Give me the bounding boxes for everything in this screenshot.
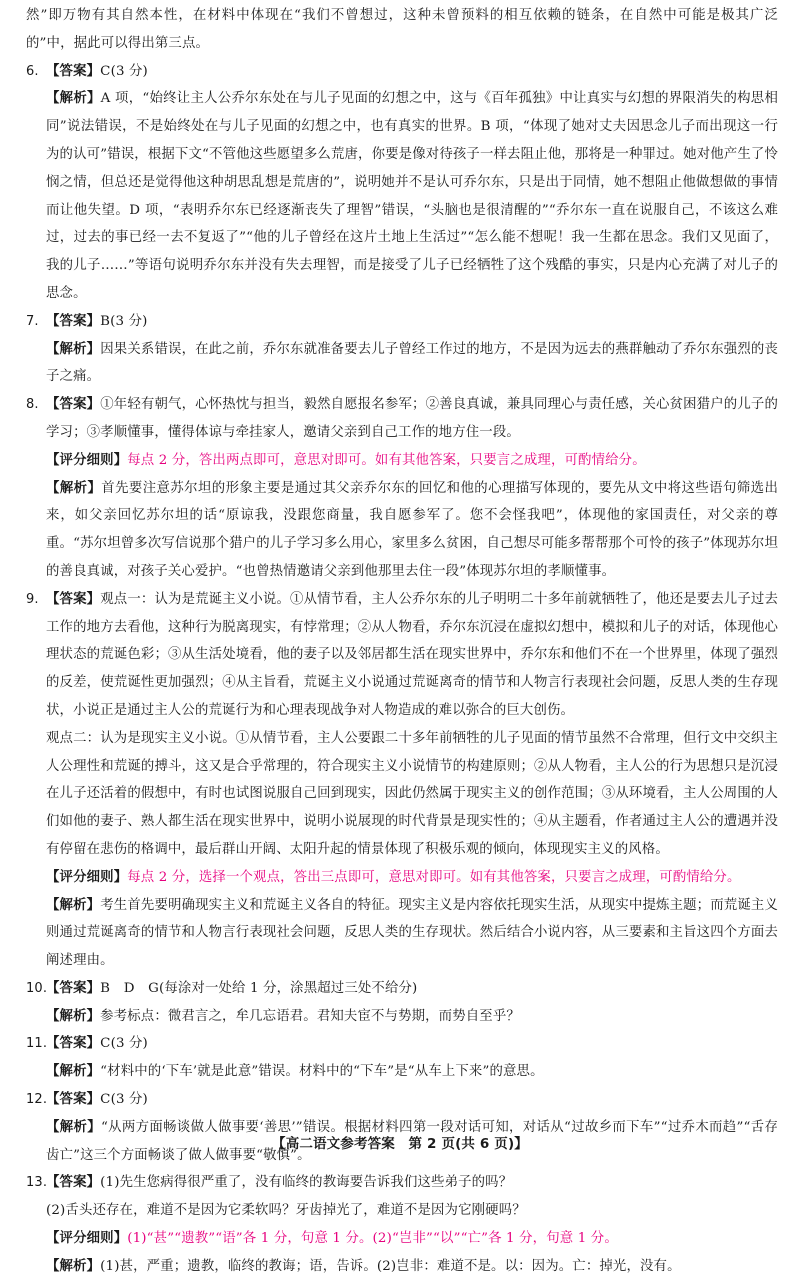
scoring-text: (1)“甚”“遗教”“语”各 1 分，句意 1 分。(2)“岂非”“以”“亡”各 1 分，句意 1 分。 bbox=[127, 1231, 618, 1247]
question-number: 6. bbox=[26, 63, 39, 79]
paragraph bbox=[26, 892, 778, 975]
paragraph bbox=[26, 1003, 778, 1031]
section-tag: 【解析】 bbox=[46, 1258, 101, 1274]
page-footer: 【高二语文参考答案 第 2 页(共 6 页)】 bbox=[272, 1136, 528, 1152]
body-text: “材料中的‘下车’就是此意”错误。材料中的“下车”是“从车上下来”的意思。 bbox=[100, 1064, 544, 1080]
section-tag: 【答案】 bbox=[46, 397, 101, 413]
question-number: 8. bbox=[26, 397, 39, 413]
question-number: 10. bbox=[26, 980, 48, 996]
paragraph bbox=[26, 447, 778, 475]
question-number: 9. bbox=[26, 591, 39, 607]
section-tag: 【答案】 bbox=[46, 1175, 101, 1191]
paragraph bbox=[26, 864, 778, 892]
section-tag: 【评分细则】 bbox=[46, 452, 128, 468]
question-number: 13. bbox=[26, 1175, 48, 1191]
answer-content bbox=[26, 2, 778, 1281]
section-tag: 【答案】 bbox=[46, 313, 101, 329]
section-tag: 【答案】 bbox=[46, 63, 101, 79]
answer-item bbox=[26, 391, 778, 447]
scoring-text: 每点 2 分，选择一个观点，答出三点即可，意思对即可。如有其他答案，只要言之成理，可酌情给分。 bbox=[127, 869, 741, 885]
body-text: (2)舌头还存在，难道不是因为它柔软吗？牙齿掉光了，难道不是因为它刚硬吗？ bbox=[46, 1203, 526, 1219]
body-text: 首先要注意苏尔坦的形象主要是通过其父亲乔尔东的回忆和他的心理描写体现的，要先从文中将这些语句筛选出来，如父亲回忆苏尔坦的话“原谅我，没跟您商量，我自愿参军了。您不会怪我吧”，体现他的家国责任，对父亲的尊重。“苏尔坦曾多次写信说那个猎户的儿子学习多么用心，家里多么贫困，自己想尽可能多帮帮那个可怜的孩子”体现苏尔坦的善良真诚，对孩子关心爱护。“也曾热情邀请父亲到他那里去住一段”体现苏尔坦的孝顺懂事。 bbox=[46, 480, 778, 579]
section-tag: 【解析】 bbox=[46, 897, 101, 913]
section-tag: 【答案】 bbox=[46, 1092, 101, 1108]
body-text: (1)甚，严重；遗教，临终的教诲；语，告诉。(2)岂非：难道不是。以：因为。亡：掉光，没有。 bbox=[100, 1258, 681, 1274]
body-text: A 项，“始终让主人公乔尔东处在与儿子见面的幻想之中，这与《百年孤独》中让真实与幻想的界限消失的构思相同”说法错误，不是始终处在与儿子见面的幻想之中，也有真实的世界。B 项，“体现了她对丈夫因思念儿子而出现这一行为的认可”错误，根据下文“不管他这些愿望多么荒唐，你要是像对待孩子一样去阻止他，那将是一种罪过。她对他产生了怜悯之情，但总还是觉得他这种胡思乱想是荒唐的”，说明她并不是认可乔尔东，只是出于同情，她不想阻止他做想做的事情而让他失望。D 项，“表明乔尔东已经逐渐丧失了理智”错误，“头脑也是很清醒的”“乔尔东一直在说服自己，不该这么难过，过去的事已经一去不复返了”“他的儿子曾经在这片土地上生活过”“怎么能不想呢！我一生都在思念。我们又见面了，我的儿子……”等语句说明乔尔东并没有失去理智，而是接受了儿子已经牺牲了这个残酷的事实，只是内心充满了对儿子的思念。 bbox=[46, 91, 778, 301]
section-tag: 【解析】 bbox=[46, 1119, 101, 1135]
section-tag: 【解析】 bbox=[46, 1064, 101, 1080]
body-text: 观点二：认为是现实主义小说。①从情节看，主人公要跟二十多年前牺牲的儿子见面的情节虽然不合常理，但行文中交织主人公理性和荒诞的搏斗，这又是合乎常理的，符合现实主义小说情节的构建原则；②从人物看，主人公的行为思想只是沉浸在儿子还活着的假想中，有时也试图说服自己回到现实，因此仍然属于现实主义的创作范围；③从环境看，主人公周围的人们如他的妻子、熟人都生活在现实世界中，说明小说展现的时代背景是现实性的；④从主题看，作者通过主人公的遭遇并没有停留在悲伤的格调中，最后群山开阔、太阳升起的情景体现了积极乐观的倾向，体现现实主义的风格。 bbox=[46, 730, 778, 857]
body-text: B(3 分) bbox=[100, 313, 148, 329]
paragraph bbox=[26, 725, 778, 864]
answer-item bbox=[26, 1086, 778, 1114]
body-text: 因果关系错误，在此之前，乔尔东就准备要去儿子曾经工作过的地方，不是因为远去的燕群触动了乔尔东强烈的丧子之痛。 bbox=[46, 341, 778, 385]
paragraph bbox=[26, 1253, 778, 1281]
body-text: “从两方面畅谈做人做事要‘善思’”错误。根据材料四第一段对话可知，对话从“过故乡而下车”“过乔木而趋”“舌存齿亡”这三个方面畅谈了做人做事要“敬慎”。 bbox=[46, 1119, 779, 1163]
body-text: C(3 分) bbox=[100, 63, 148, 79]
body-text: 考生首先要明确现实主义和荒诞主义各自的特征。现实主义是内容依托现实生活，从现实中提炼主题；而荒诞主义则通过荒诞离奇的情节和人物言行表现社会问题，反思人类的生存现状。然后结合小说内容，从三要素和主旨这四个方面去阐述理由。 bbox=[46, 897, 778, 969]
section-tag: 【解析】 bbox=[46, 1008, 101, 1024]
paragraph bbox=[26, 1197, 778, 1225]
section-tag: 【解析】 bbox=[46, 341, 101, 357]
body-text: C(3 分) bbox=[100, 1036, 148, 1052]
paragraph bbox=[26, 336, 778, 392]
paragraph bbox=[26, 1225, 778, 1253]
section-tag: 【评分细则】 bbox=[46, 869, 128, 885]
answer-item bbox=[26, 58, 778, 86]
body-text: 然”即万物有其自然本性，在材料中体现在“我们不曾想过，这种未曾预料的相互依赖的链条，在自然中可能是极其广泛的”中，据此可以得出第三点。 bbox=[26, 8, 778, 51]
body-text: 参考标点：微君言之，牟几忘语君。君知夫宦不与势期，而势自至乎？ bbox=[100, 1008, 520, 1024]
paragraph bbox=[26, 2, 778, 58]
answer-item bbox=[26, 1169, 778, 1197]
question-number: 12. bbox=[26, 1092, 48, 1108]
scoring-text: 每点 2 分，答出两点即可，意思对即可。如有其他答案，只要言之成理，可酌情给分。 bbox=[127, 452, 646, 468]
paragraph bbox=[26, 1058, 778, 1086]
question-number: 7. bbox=[26, 313, 39, 329]
body-text: ①年轻有朝气，心怀热忱与担当，毅然自愿报名参军；②善良真诚，兼具同理心与责任感，关心贫困猎户的儿子的学习；③孝顺懂事，懂得体谅与牵挂家人，邀请父亲到自己工作的地方住一段。 bbox=[46, 397, 778, 440]
section-tag: 【评分细则】 bbox=[46, 1231, 128, 1247]
answer-item bbox=[26, 975, 778, 1003]
section-tag: 【解析】 bbox=[46, 91, 101, 107]
section-tag: 【答案】 bbox=[46, 591, 101, 607]
section-tag: 【答案】 bbox=[46, 980, 101, 996]
question-number: 11. bbox=[26, 1036, 48, 1052]
paragraph bbox=[26, 475, 778, 586]
answer-item bbox=[26, 1030, 778, 1058]
body-text: C(3 分) bbox=[100, 1092, 148, 1108]
answer-item bbox=[26, 308, 778, 336]
body-text: (1)先生您病得很严重了，没有临终的教诲要告诉我们这些弟子的吗？ bbox=[100, 1175, 513, 1191]
body-text: B D G(每涂对一处给 1 分，涂黑超过三处不给分) bbox=[100, 980, 418, 996]
section-tag: 【答案】 bbox=[46, 1036, 101, 1052]
body-text: 观点一：认为是荒诞主义小说。①从情节看，主人公乔尔东的儿子明明二十多年前就牺牲了，他还是要去儿子过去工作的地方去看他，这种行为脱离现实，有悖常理；②从人物看，乔尔东沉浸在虚拟幻想中，模拟和儿子的对话，体现他心理状态的荒诞色彩；③从生活处境看，他的妻子以及邻居都生活在现实世界中，乔尔东和他们不在一个世界里，体现了强烈的反差，使荒诞性更加强烈；④从主旨看，荒诞主义小说通过荒诞离奇的情节和人物言行表现社会问题，反思人类的生存现状，小说正是通过主人公的荒诞行为和心理表现战争对人物造成的难以弥合的巨大创伤。 bbox=[46, 591, 778, 718]
section-tag: 【解析】 bbox=[46, 480, 102, 496]
paragraph bbox=[26, 85, 778, 307]
answer-item bbox=[26, 586, 778, 725]
